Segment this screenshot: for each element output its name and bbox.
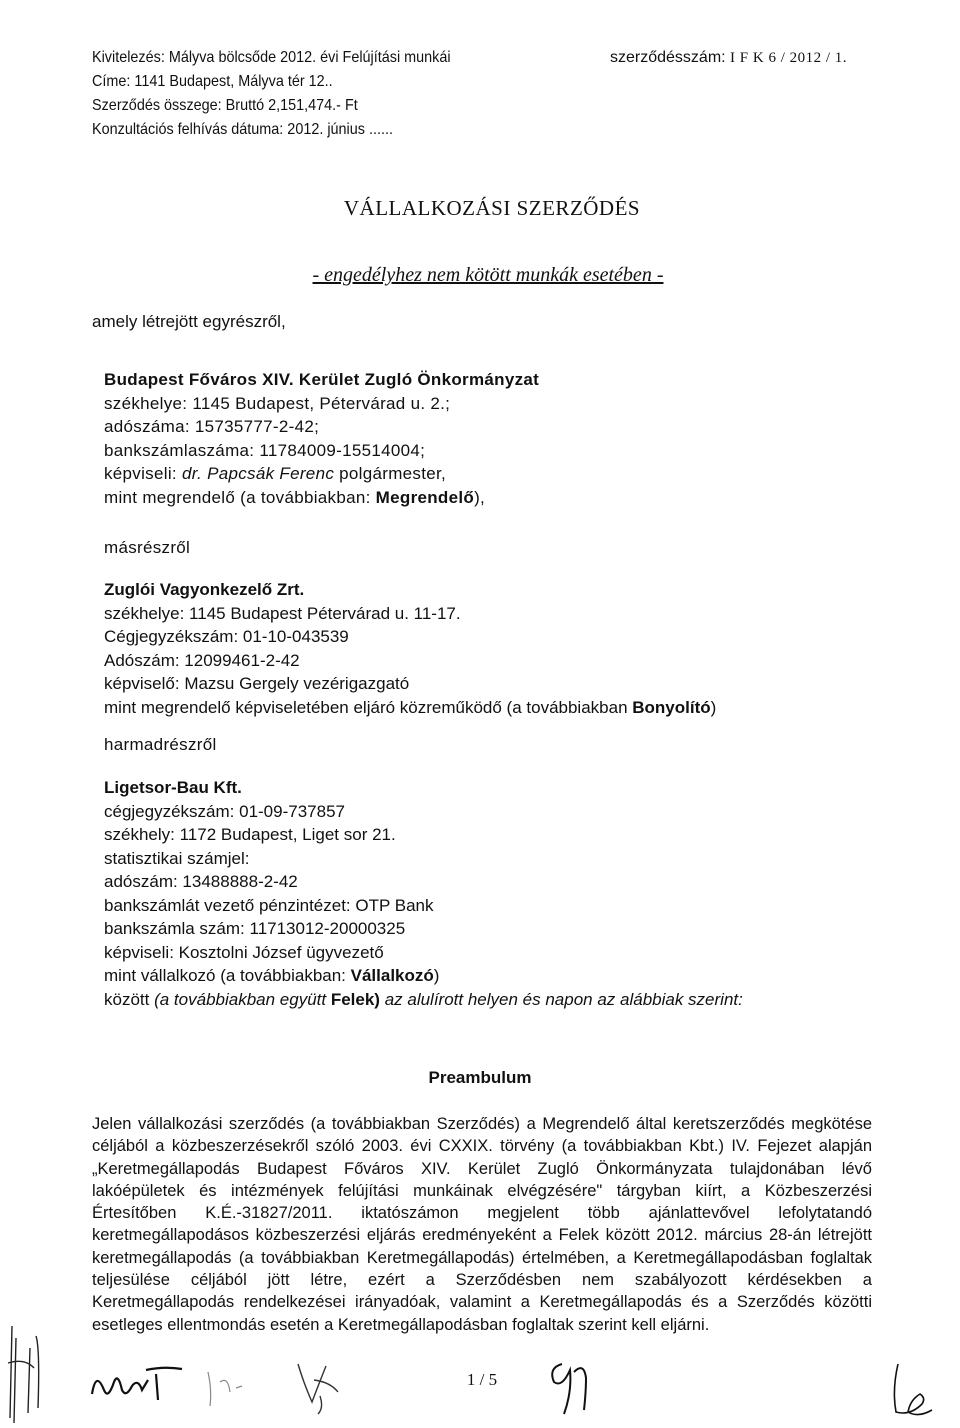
client-role-name: Megrendelő	[375, 487, 475, 507]
preamble-paragraph	[92, 1113, 872, 1336]
manager-role-name: Bonyolító	[632, 697, 711, 717]
client-seat: székhelye: 1145 Budapest, Pétervárad u. 2.;	[104, 393, 451, 413]
party-contractor	[104, 776, 824, 1011]
preamble-line: keretmegállapodás (a továbbiakban Keretmegállapodás) értelmében, a Keretmegállapodásban foglaltak	[92, 1248, 872, 1267]
contractor-role-name: Vállalkozó	[350, 966, 434, 985]
header-line-amount: Szerződés összege: Bruttó 2,151,474.- Ft	[92, 97, 358, 114]
contract-number	[610, 46, 847, 70]
preamble-line: Keretmegállapodás rendelkezései irányadóak, valamint a Keretmegállapodás és a Szerződés közötti	[92, 1293, 872, 1312]
client-tax-number: adószáma: 15735777-2-42;	[104, 417, 320, 436]
preamble-line: Jelen vállalkozási szerződés (a továbbiakban Szerződés) a Megrendelő által keretszerződés megkötése	[92, 1115, 872, 1133]
parties-intro: amely létrejött egyrészről,	[92, 312, 286, 331]
preamble-line: teljesülése céljából jött létre, ezért a Szerződésben nem szabályozott kérdésekben a	[92, 1271, 872, 1290]
signature-mark-initials	[290, 1356, 350, 1416]
connector-harmadreszrol: harmadrészről	[104, 735, 217, 754]
client-name: Budapest Főváros XIV. Kerület Zugló Önkormányzat	[104, 370, 540, 389]
manager-registry: Cégjegyzékszám: 01-10-043539	[104, 627, 349, 646]
document-title: VÁLLALKOZÁSI SZERZŐDÉS	[343, 196, 641, 220]
preamble-line: „Keretmegállapodás Budapest Főváros XIV. Kerület Zugló Önkormányzata tulajdonában lévő	[92, 1159, 872, 1178]
margin-initials-mark	[0, 1318, 50, 1428]
client-role: mint megrendelő (a továbbiakban: Megrendelő),	[104, 487, 486, 507]
document-subtitle: - engedélyhez nem kötött munkák esetében -	[312, 264, 664, 286]
contractor-bank: bankszámlát vezető pénzintézet: OTP Bank	[104, 895, 434, 915]
party-manager	[104, 578, 824, 719]
contractor-tax-number: adószám: 13488888-2-42	[104, 872, 298, 891]
preamble-line: esetleges ellentmondás esetén a Keretmegállapodásban foglaltak szerint kell eljárni.	[92, 1315, 710, 1334]
preamble-line: lakóépületek és intézmények felújítási munkáinak elvégzésére" tárgyban kiírt, a Közbeszerzési	[92, 1181, 872, 1200]
client-rep-name: dr. Papcsák Ferenc	[181, 464, 335, 483]
signature-mark-right	[880, 1360, 940, 1420]
manager-tax-number: Adószám: 12099461-2-42	[104, 650, 300, 670]
contractor-registry: cégjegyzékszám: 01-09-737857	[104, 801, 345, 821]
signature-mark	[86, 1360, 196, 1410]
contract-number-value: I F K 6 / 2012 / 1.	[730, 50, 848, 66]
manager-role: mint megrendelő képviseletében eljáró közreműködő (a továbbiakban Bonyolító)	[104, 697, 717, 717]
contractor-seat: székhely: 1172 Budapest, Liget sor 21.	[104, 825, 396, 844]
preamble-line: keretmegállapodásos közbeszerzési eljárás eredményeként a Felek között 2012. március 28-án létrejött	[92, 1226, 872, 1245]
header-line-address: Címe: 1141 Budapest, Mályva tér 12..	[92, 73, 333, 90]
preamble-title: Preambulum	[428, 1068, 532, 1087]
contract-number-label: szerződésszám:	[610, 49, 726, 66]
manager-seat: székhelye: 1145 Budapest Pétervárad u. 11-17.	[104, 603, 461, 623]
faint-signature-mark	[200, 1362, 260, 1412]
preamble-line: Értesítőben K.É.-31827/2011. iktatószámon megjelent több ajánlattevővel lefolytatandó	[92, 1204, 872, 1223]
contractor-representative: képviseli: Kosztolni József ügyvezető	[104, 942, 384, 962]
contractor-name: Ligetsor-Bau Kft.	[104, 778, 242, 797]
page-number: 1 / 5	[466, 1370, 498, 1389]
contractor-bank-account: bankszámla szám: 11713012-20000325	[104, 919, 406, 938]
party-client	[104, 368, 824, 509]
header-line-date: Konzultációs felhívás dátuma: 2012. június ......	[92, 121, 393, 138]
preamble-line: céljából a közbeszerzésekről szóló 2003. évi CXXIX. törvény (a továbbiakban Kbt.) IV. Fejezet alapján	[92, 1137, 872, 1156]
contractor-stat-code: statisztikai számjel:	[104, 848, 250, 868]
header-line-project: Kivitelezés: Mályva bölcsőde 2012. évi Felújítási munkái	[92, 49, 451, 66]
manager-representative: képviselő: Mazsu Gergely vezérigazgató	[104, 674, 410, 693]
contractor-role: mint vállalkozó (a továbbiakban: Vállalkozó)	[104, 966, 440, 985]
client-representative: képviseli: dr. Papcsák Ferenc polgármester,	[104, 464, 447, 483]
project-header	[92, 46, 470, 142]
signature-mark-numeric	[540, 1352, 600, 1422]
parties-closing: között (a továbbiakban együtt Felek) az alulírott helyen és napon az alábbiak szerint:	[104, 989, 743, 1009]
connector-masreszrol: másrészről	[104, 538, 191, 557]
client-bank-account: bankszámlaszáma: 11784009-15514004;	[104, 440, 426, 460]
manager-name: Zuglói Vagyonkezelő Zrt.	[104, 580, 305, 599]
